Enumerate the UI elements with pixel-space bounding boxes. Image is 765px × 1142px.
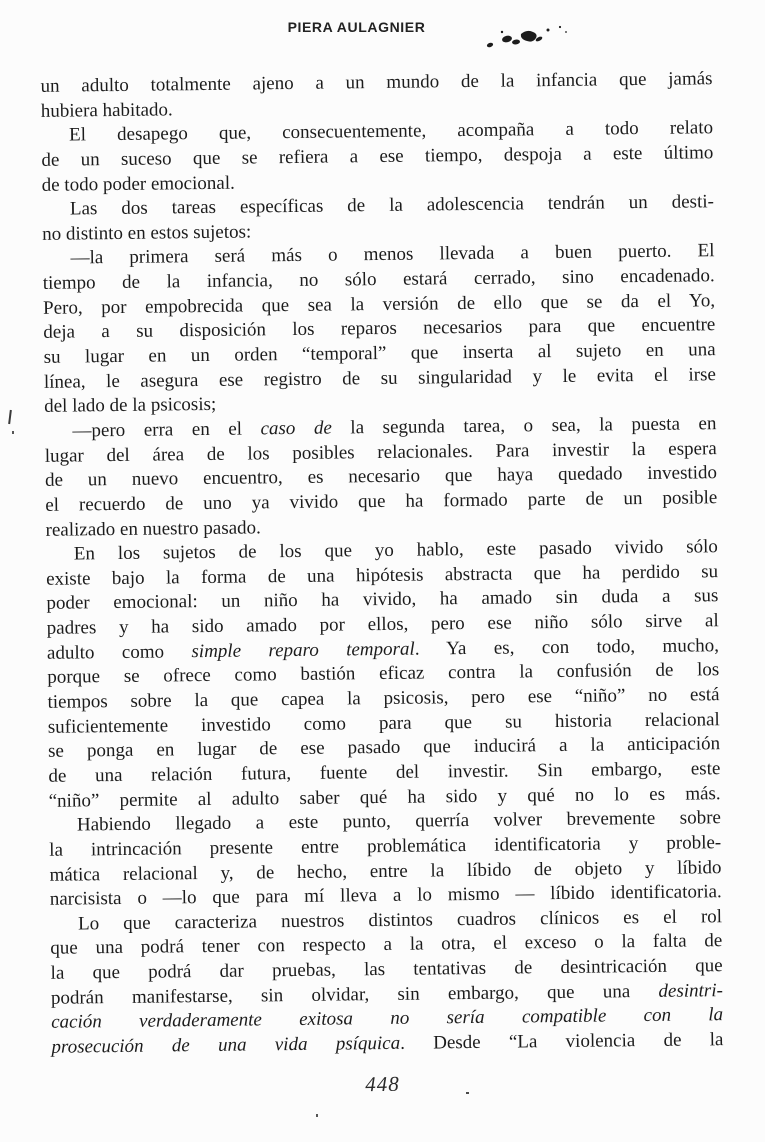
text-segment-italic: desintri- <box>658 979 723 1002</box>
text-segment: Lo que caracteriza nuestros distintos cuadros clínicos es el rol <box>77 905 723 935</box>
text-segment: no distinto en estos sujetos: <box>42 221 252 245</box>
text-segment: “niño” permite al adulto saber qué ha sido y qué no lo es más. <box>48 782 721 812</box>
text-segment: un adulto totalmente ajeno a un mundo de la infancia que jamás <box>40 68 713 97</box>
text-segment-italic: cación verdaderamente exitosa no sería compatible con la <box>51 1004 724 1034</box>
text-segment: Pero, por empobrecida que sea la versión de ello que se da el Yo, <box>42 289 716 319</box>
text-segment: lugar del área de los posibles relacionales. Para investir la espera <box>44 437 717 467</box>
text-segment: del lado de la psicosis; <box>44 394 217 418</box>
text-segment: mática relacional y, de hecho, entre la líbido de objeto y líbido <box>49 856 722 886</box>
margin-mark <box>8 410 12 424</box>
text-segment: —la primera será más o menos llevada a buen puerto. El <box>70 240 715 269</box>
ink-smudge-icon <box>476 18 576 56</box>
text-segment: existe bajo la forma de una hipótesis abstracta que ha perdido su <box>46 561 719 590</box>
text-segment: . Desde “La violencia de la <box>400 1029 724 1054</box>
text-segment: tiempos sobre la que capea la psicosis, pero ese “niño” no está <box>47 684 720 713</box>
scan-speck <box>316 1114 318 1117</box>
text-segment: el recuerdo de uno ya vivido que ha formado parte de un posible <box>45 487 718 516</box>
text-segment: se ponga en lugar de ese pasado que inducirá a la anticipación <box>47 733 721 763</box>
text-segment-italic: prosecución de una vida psíquica <box>51 1032 401 1058</box>
text-segment: que una podrá tener con respecto a la otra, el exceso o la falta de <box>50 930 723 960</box>
text-segment: adulto como <box>46 640 192 664</box>
text-segment: línea, le asegura ese registro de su singularidad y le evita el irse <box>43 363 716 393</box>
text-segment: podrán manifestarse, sin olvidar, sin embargo, que una <box>50 980 659 1009</box>
text-segment: narcisista o —lo que para mí lleva a lo mismo — líbido identificatoria. <box>49 881 722 910</box>
text-segment: Habiendo llegado a este punto, querría volver brevemente sobre <box>76 807 722 836</box>
text-segment: El desapego que, consecuentemente, acompaña a todo relato <box>68 117 714 146</box>
text-segment: de un nuevo encuentro, es necesario que haya quedado investido <box>44 462 718 492</box>
text-segment: de todo poder emocional. <box>41 172 235 196</box>
text-segment: de una relación futura, fuente del investir. Sin embargo, este <box>48 758 721 787</box>
text-segment: de un suceso que se refiera a ese tiempo, despoja a este último <box>41 142 714 171</box>
text-segment-italic: caso de <box>260 417 332 440</box>
text-segment: realizado en nuestro pasado. <box>45 516 261 541</box>
text-segment: la intrincación presente entre problemática identificatoria y proble- <box>49 832 722 861</box>
text-segment: deja a su disposición los reparos necesarios para que encuentre <box>43 314 716 344</box>
text-segment: tiempo de la infancia, no sólo estará cerrado, sino encadenado. <box>42 265 715 294</box>
text-segment: la segunda tarea, o sea, la puesta en <box>331 413 717 439</box>
text-segment: —pero erra en el <box>72 418 261 442</box>
body-text <box>40 67 723 1060</box>
text-segment: Las dos tareas específicas de la adolescencia tendrán un desti- <box>69 191 715 220</box>
running-header-author: PIERA AULAGNIER <box>287 19 426 35</box>
text-segment: hubiera habitado. <box>40 98 173 122</box>
text-segment-italic: simple reparo temporal <box>191 638 415 662</box>
text-segment: padres y ha sido amado por ellos, pero ese niño sólo sirve al <box>46 610 719 639</box>
page-number: 448 <box>365 1071 400 1097</box>
text-segment: poder emocional: un niño ha vivido, ha amado sin duda a sus <box>46 585 719 615</box>
text-segment: . Ya es, con todo, mucho, <box>414 634 720 660</box>
text-segment: su lugar en un orden “temporal” que inserta al sujeto en una <box>43 339 716 368</box>
text-segment: porque se ofrece como bastión eficaz contra la confusión de los <box>47 659 720 689</box>
text-segment: suficientemente investido como para que su historia relacional <box>47 708 720 738</box>
margin-mark-dot <box>12 431 14 434</box>
text-segment: En los sujetos de los que yo hablo, este pasado vivido sólo <box>73 536 718 565</box>
text-segment: la que podrá dar pruebas, las tentativas de desintricación que <box>50 955 723 984</box>
